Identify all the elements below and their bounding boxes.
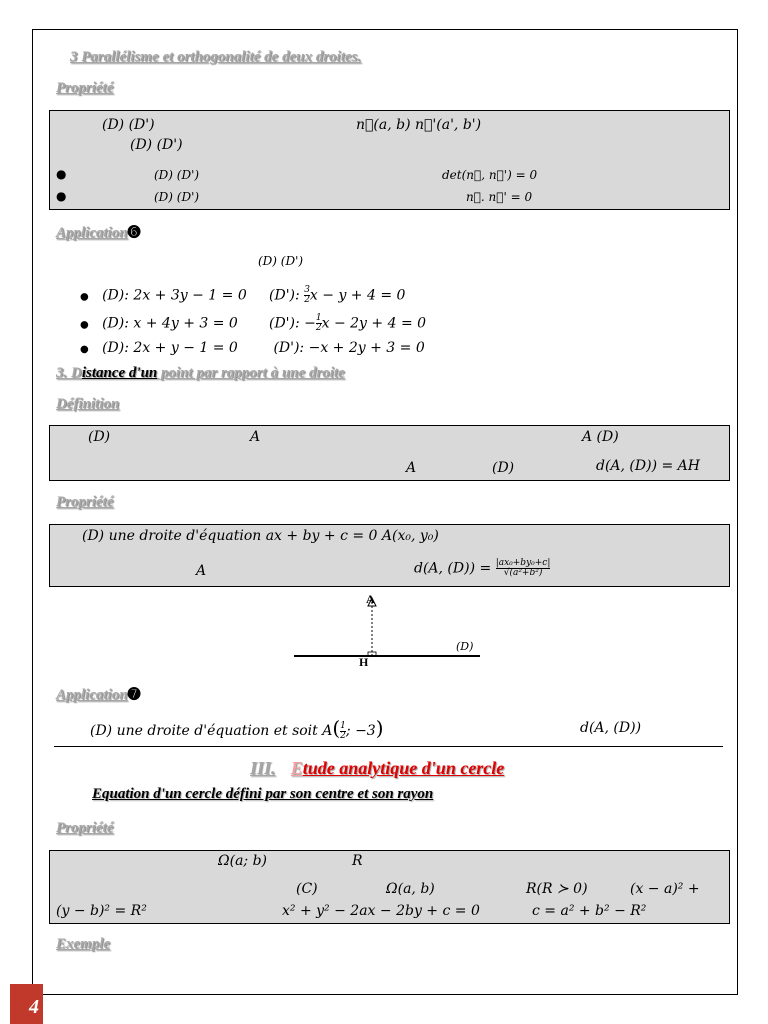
section-title-cercle: III. Etude analytique d'un cercle: [250, 758, 505, 778]
app7-text: (D) une droite d'équation et soit A( $\frac{1}{2}$ ; −3): [90, 716, 384, 741]
section-title-parallelisme: 3 Parallélisme et orthogonalité de deux droites.: [70, 49, 362, 65]
bullet-icon: ●: [56, 189, 67, 203]
prop1-bullet1-a: (D) (D'): [154, 168, 200, 182]
definition-label: Définition: [56, 396, 120, 412]
cercle-subtitle: Equation d'un cercle défini par son centre et son rayon: [92, 786, 434, 802]
separator-line: [54, 746, 723, 747]
application-6-intro: (D) (D'): [258, 254, 304, 268]
prop1-bullet2-b: n⃗. n⃗' = 0: [466, 190, 533, 204]
page-number: 4: [10, 984, 43, 1024]
prop3-line1-b: R: [352, 853, 363, 869]
def-line1-a: (D): [88, 429, 111, 445]
figure-line-label: (D): [456, 640, 474, 653]
prop3-line3-c: c = a² + b² − R²: [532, 903, 647, 919]
distance-figure: [290, 592, 490, 672]
prop3-line3-b: x² + y² − 2ax − 2by + c = 0: [282, 903, 480, 919]
prop1-line2: (D) (D'): [130, 137, 183, 153]
app6-item-3: ● (D): 2x + y − 1 = 0 (D'): −x + 2y + 3 = 0: [80, 340, 425, 356]
application-6-heading: Application➏: [56, 223, 141, 241]
app6-item-1: ● (D): 2x + 3y − 1 = 0 (D'): $\frac{3}{2}$ x − y + 4 = 0: [80, 285, 406, 305]
prop2-line2-a: A: [196, 563, 207, 579]
prop3-line2-c: R(R ≻ 0): [526, 881, 588, 897]
prop1-bullet1-b: det(n⃗, n⃗') = 0: [442, 168, 538, 182]
prop2-line1: (D) une droite d'équation ax + by + c = 0 A(x₀, y₀): [82, 528, 439, 544]
bullet-icon: ●: [56, 167, 67, 181]
def-line2-b: (D): [492, 460, 515, 476]
app7-distance: d(A, (D)): [580, 720, 642, 736]
prop1-line1-b: n⃗(a, b) n⃗'(a', b'): [356, 117, 482, 133]
propriete-label-3: Propriété: [56, 820, 114, 836]
prop3-line2-b: Ω(a, b): [386, 881, 435, 897]
def-line1-b: A: [250, 429, 261, 445]
app6-item-2: ● (D): x + 4y + 3 = 0 (D'): − $\frac{1}{2}$ x − 2y + 4 = 0: [80, 313, 427, 333]
section-title-distance: 3. Distance d'un point par rapport à une droite: [56, 365, 345, 381]
def-line2-a: A: [406, 460, 417, 476]
propriete-label-1: Propriété: [56, 80, 114, 96]
exemple-label: Exemple: [56, 936, 111, 952]
prop3-line2-d: (x − a)² +: [630, 881, 700, 897]
prop2-line2-formula: d(A, (D)) = $\frac{\text{|ax₀+by₀+c|}}{\text{√(a²+b²)}}$: [414, 558, 551, 578]
figure-point-h: H: [359, 655, 369, 669]
propriete-box-2: [49, 524, 730, 587]
prop3-line3-a: (y − b)² = R²: [56, 903, 147, 919]
application-7-heading: Application➐: [56, 685, 141, 703]
propriete-label-2: Propriété: [56, 494, 114, 510]
def-line1-c: A (D): [582, 429, 619, 445]
def-line2-c: d(A, (D)) = AH: [596, 458, 700, 474]
figure-point-a: A: [366, 592, 375, 606]
propriete-box-1: [49, 110, 730, 210]
prop1-line1-a: (D) (D'): [102, 117, 155, 133]
prop3-line1-a: Ω(a; b): [218, 853, 268, 869]
definition-box: [49, 425, 730, 481]
prop1-bullet2-a: (D) (D'): [154, 190, 200, 204]
propriete-box-3: [49, 850, 730, 924]
prop3-line2-a: (C): [296, 881, 318, 897]
